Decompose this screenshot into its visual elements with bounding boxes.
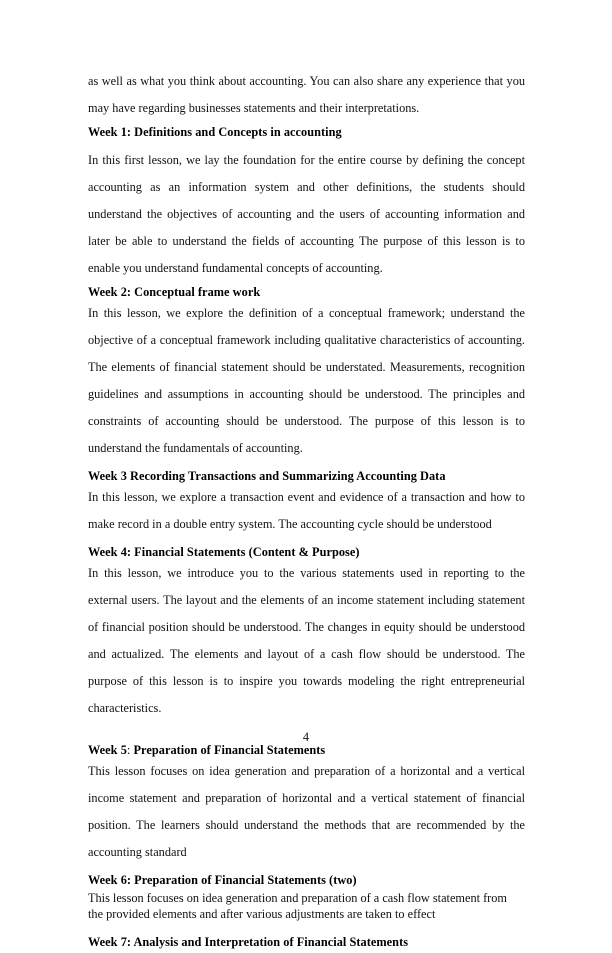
body-week-3: In this lesson, we explore a transaction event and evidence of a transaction and how to make record in a double entry system. The accounting cycle should be understood bbox=[88, 490, 525, 531]
intro-paragraph: as well as what you think about accounting. You can also share any experience that you may have regarding businesses statements and their interpretations. bbox=[88, 74, 525, 115]
body-week-1: In this first lesson, we lay the foundation for the entire course by defining the concept accounting as an information system and other definitions, the students should understand the objectives of accounting and the users of accounting information and later be able to understand the fields of accounting The purpose of this lesson is to enable you understand fundamental concepts of accounting. bbox=[88, 153, 525, 275]
body-week-6: This lesson focuses on idea generation and preparation of a cash flow statement from the provided elements and after various adjustments are taken to effect bbox=[88, 891, 507, 921]
heading-week-6: Week 6: Preparation of Financial Statements (two) bbox=[88, 873, 357, 887]
heading-week-4: Week 4: Financial Statements (Content & Purpose) bbox=[88, 545, 360, 559]
heading-week-5-rest: Preparation of Financial Statements bbox=[130, 743, 326, 757]
body-week-2: In this lesson, we explore the definition of a conceptual framework; understand the objective of a conceptual framework including qualitative characteristics of accounting. The elements of financial statement should be understated. Measurements, recognition guidelines and assumptions in accounting should be understood. The principles and constraints of accounting should be understood. The purpose of this lesson is to understand the fundamentals of accounting. bbox=[88, 306, 525, 455]
heading-week-3: Week 3 Recording Transactions and Summarizing Accounting Data bbox=[88, 469, 446, 483]
body-week-4: In this lesson, we introduce you to the various statements used in reporting to the external users. The layout and the elements of an income statement including statement of financial position should be understood. The changes in equity should be understood and actualized. The elements and layout of a cash flow should be understood. The purpose of this lesson is to inspire you towards modeling the right entrepreneurial characteristics. bbox=[88, 566, 525, 715]
body-week-5: This lesson focuses on idea generation and preparation of a horizontal and a vertical income statement and preparation of horizontal and a vertical statement of financial position. The learners should understand the methods that are recommended by the accounting standard bbox=[88, 764, 525, 859]
spacer bbox=[88, 922, 525, 932]
heading-week-5-prefix: Week 5 bbox=[88, 743, 127, 757]
heading-week-1: Week 1: Definitions and Concepts in accounting bbox=[88, 125, 342, 139]
heading-week-2: Week 2: Conceptual frame work bbox=[88, 285, 261, 299]
page-content bbox=[88, 68, 525, 953]
page-number: 4 bbox=[302, 730, 310, 744]
heading-week-5-colon: : bbox=[126, 743, 131, 757]
heading-week-7: Week 7: Analysis and Interpretation of Financial Statements bbox=[88, 935, 409, 949]
